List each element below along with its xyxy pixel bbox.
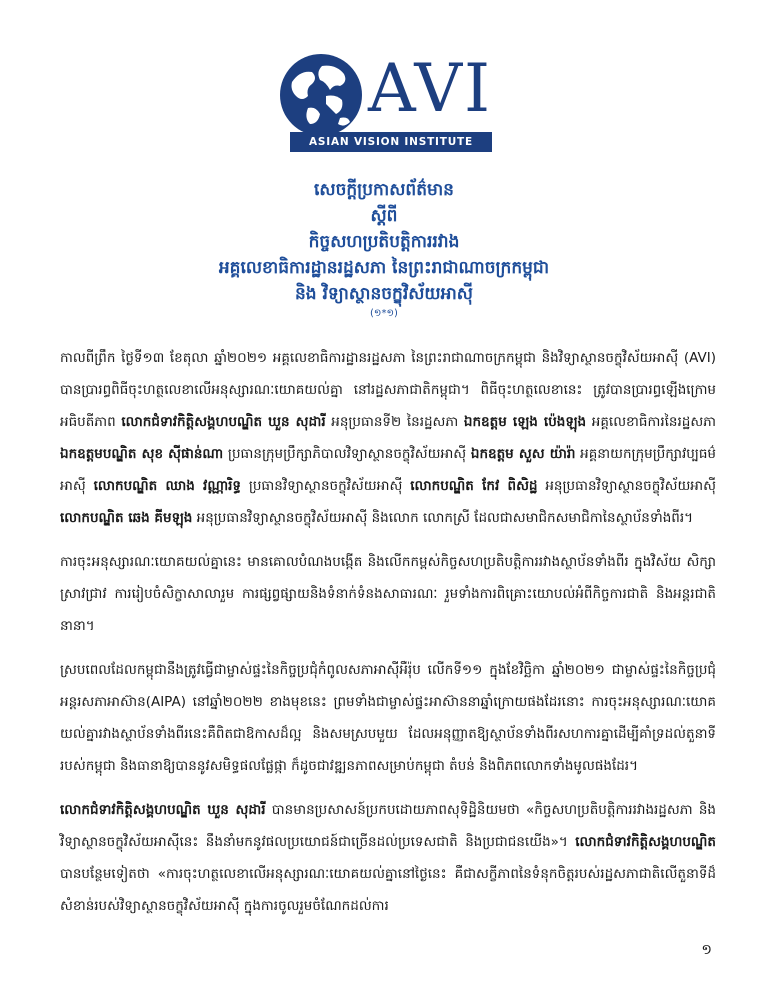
title-line-5: និង វិទ្យាស្ថានចក្ខុវិស័យអាស៊ី xyxy=(295,284,473,304)
title-line-1: សេចក្តីប្រកាសព័ត៌មាន xyxy=(314,180,454,200)
p1-text-2: អនុប្រធានទី២ នៃរដ្ឋសភា xyxy=(325,414,464,430)
title-line-3: កិច្ចសហប្រតិបត្តិការរវាង xyxy=(308,232,460,252)
paragraph-2: ការចុះអនុស្សារណៈយោគយល់គ្នានេះ មានគោលបំណងបង្កើត និងលើកកម្ពស់កិច្ចសហប្រតិបត្តិការរវាងស្ថាប័នទាំងពីរ ក្នុងវិស័យ សិក្សា ស្រាវជ្រាវ ការរៀបចំសិក្ខាសាលារួម ការផ្សព្វផ្សាយនិងទំនាក់ទំនងសាធារណៈ រួមទាំងការពិគ្រោះយោបល់អំពីកិច្ចការជាតិ និងអន្តរជាតិនានា។ xyxy=(60,554,716,634)
paragraph-1 xyxy=(60,342,716,534)
p1-bold-3: ឯកឧត្តមបណ្ឌិត សុខ ស៊ីផាន់ណា xyxy=(60,446,224,462)
p1-text-8: អនុប្រធានវិទ្យាស្ថានចក្ខុវិស័យអាស៊ី និងលោក លោកស្រី ដែលជាសមាជិកសមាជិកានៃស្ថាប័នទាំងពីរ។ xyxy=(192,510,694,526)
p4-bold-2: លោកជំទាវកិត្តិសង្គហបណ្ឌិត xyxy=(575,834,716,850)
document-body xyxy=(60,342,716,934)
p1-text-4: ប្រធានក្រុមប្រឹក្សាភិបាលវិទ្យាស្ថានចក្ខុវិស័យអាស៊ី xyxy=(223,446,471,462)
title-ornament: (១*១) xyxy=(370,308,398,319)
p4-text-1: បានមានប្រសាសន៍ប្រកបដោយភាពសុទិដ្ឋិនិយមថា «កិច្ចសហប្រតិបត្តិការរវាងរដ្ឋសភា និងវិទ្យាស្ថានចក្ខុវិស័យអាស៊ីនេះ នឹងនាំមកនូវផលប្រយោជន៍ជាច្រើនដល់ប្រទេសជាតិ និងប្រជាជនយើង»។ xyxy=(60,802,716,850)
p1-bold-7: លោកបណ្ឌិត ឆេង គីមឡុង xyxy=(60,510,193,526)
logo-tagline: ASIAN VISION INSTITUTE xyxy=(290,132,492,152)
p1-bold-1: លោកជំទាវកិត្តិសង្គហបណ្ឌិត ឃួន សុដារី xyxy=(121,414,326,430)
p1-bold-6: លោកបណ្ឌិត កែវ ពិសិដ្ឋ xyxy=(410,478,538,494)
logo-wordmark: AVI xyxy=(368,50,493,127)
paragraph-4 xyxy=(60,794,716,922)
p1-text-3: អគ្គលេខាធិការនៃរដ្ឋសភា xyxy=(586,414,717,430)
p1-bold-2: ឯកឧត្តម ឡេង ប៉េងឡុង xyxy=(463,414,587,430)
globe-icon xyxy=(278,52,364,138)
p4-bold-1: លោកជំទាវកិត្តិសង្គហបណ្ឌិត ឃួន សុដារី xyxy=(60,802,266,818)
avi-logo xyxy=(278,52,492,152)
p4-text-2: បានបន្ថែមទៀតថា «ការចុះហត្ថលេខាលើអនុស្សារណៈយោគយល់គ្នានៅថ្ងៃនេះ គឺជាសក្ខីភាពនៃទំនុកចិត្តរបស់រដ្ឋសភាជាតិលើតួនាទីដ៏សំខាន់របស់វិទ្យាស្ថានចក្ខុវិស័យអាស៊ី ក្នុងការចូលរួមចំណែកដល់ការ xyxy=(60,866,716,914)
p1-text-7: អនុប្រធានវិទ្យាស្ថានចក្ខុវិស័យអាស៊ី xyxy=(537,478,717,494)
paragraph-3: ស្របពេលដែលកម្ពុជានឹងត្រូវធ្វើជាម្ចាស់ផ្ទះនៃកិច្ចប្រជុំកំពូលសភាអាស៊ីអឺរ៉ុប លើកទី១១ ក្នុងខែវិច្ឆិកា ឆ្នាំ២០២១ ជាម្ចាស់ផ្ទះនៃកិច្ចប្រជុំអន្តរសភាអាស៊ាន(AIPA) នៅឆ្នាំ២០២២ ខាងមុខនេះ ព្រមទាំងជាម្ចាស់ផ្ទះអាស៊ាននាឆ្នាំក្រោយផងដែរនោះ ការចុះអនុស្សារណៈយោគយល់គ្នារវាងស្ថាប័នទាំងពីរនេះគឺពិតជាឱកាសដ៏ល្អ និងសមស្របមួយ ដែលអនុញ្ញាតឱ្យស្ថាប័នទាំងពីរសហការគ្នាដើម្បីគាំទ្រដល់តួនាទីរបស់កម្ពុជា និងធានាឱ្យបាននូវសមិទ្ធផលផ្លែផ្កា ក៏ដូចជាវឌ្ឍនភាពសម្រាប់កម្ពុជា តំបន់ និងពិភពលោកទាំងមូលផងដែរ។ xyxy=(60,662,716,774)
p1-text-6: ប្រធានវិទ្យាស្ថានចក្ខុវិស័យអាស៊ី xyxy=(240,478,411,494)
p1-bold-5: លោកបណ្ឌិត ឈាង វណ្ណារិទ្ធ xyxy=(93,478,241,494)
title-line-4: អគ្គលេខាធិការដ្ឋានរដ្ឋសភា នៃព្រះរាជាណាចក្រកម្ពុជា xyxy=(218,258,550,278)
p1-text-5: អគ្គនាយកក្រុមប្រឹក្សាវប្បធម៌អាស៊ី xyxy=(60,446,716,494)
p1-bold-4: ឯកឧត្តម សួស យ៉ារ៉ា xyxy=(470,446,576,462)
p1-text-1: កាលពីព្រឹក ថ្ងៃទី១៣ ខែតុលា ឆ្នាំ២០២១ អគ្គលេខាធិការដ្ឋានរដ្ឋសភា នៃព្រះរាជាណាចក្រកម្ពុជា និងវិទ្យាស្ថានចក្ខុវិស័យអាស៊ី (AVI) បានប្រារព្ធពិធីចុះហត្ថលេខាលើអនុស្សារណៈយោគយល់គ្នា នៅរដ្ឋសភាជាតិកម្ពុជា។ ពិធីចុះហត្ថលេខានេះ ត្រូវបានប្រារព្ធឡើងក្រោមអធិបតីភាព xyxy=(60,350,716,430)
press-release-title xyxy=(0,177,768,321)
title-line-2: ស្តីពី xyxy=(370,206,398,226)
page-number: ១ xyxy=(701,942,712,958)
